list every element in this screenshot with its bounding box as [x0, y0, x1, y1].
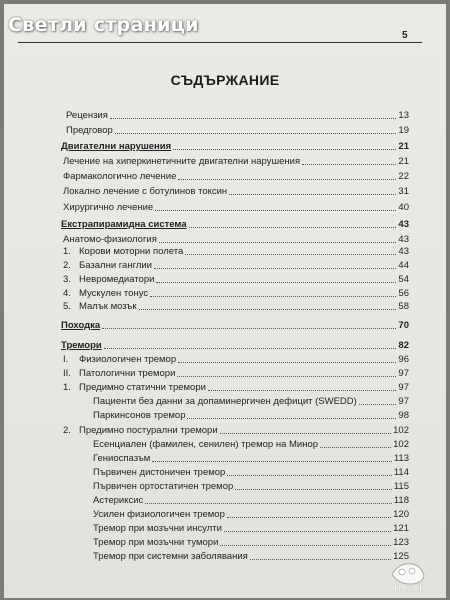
toc-item-number: 4.: [63, 288, 71, 299]
toc-leader-dots: [155, 210, 396, 211]
toc-row: [93, 452, 409, 465]
toc-row: [63, 367, 409, 380]
toc-item-page: 98: [398, 410, 409, 421]
toc-item-page: 43: [398, 246, 409, 257]
toc-item-label: Усилен физиологичен тремор: [93, 509, 225, 520]
toc-item-page: 40: [398, 202, 409, 213]
toc-item-label: Гениоспазъм: [93, 453, 151, 464]
toc-item-number: II.: [63, 368, 71, 379]
toc-item-label: Астериксис: [93, 495, 144, 506]
toc-item-page: 31: [398, 186, 409, 197]
toc-leader-dots: [139, 309, 397, 310]
toc-leader-dots: [156, 282, 396, 283]
toc-leader-dots: [150, 296, 396, 297]
page-title: СЪДЪРЖАНИЕ: [170, 72, 280, 88]
toc-item-label: Предговор: [66, 125, 113, 136]
toc-item-label: Есенциален (фамилен, сенилен) тремор на Минор: [93, 439, 319, 450]
toc-item-label: Базални ганглии: [79, 260, 152, 271]
toc-item-number: 3.: [63, 274, 71, 285]
toc-item-page: 115: [393, 481, 409, 492]
toc-leader-dots: [320, 447, 391, 448]
toc-item-page: 113: [393, 453, 409, 464]
toc-row: [93, 480, 409, 493]
toc-item-page: 102: [393, 425, 409, 436]
toc-row: [93, 522, 409, 535]
toc-leader-dots: [302, 164, 396, 165]
toc-item-page: 102: [393, 439, 409, 450]
toc-leader-dots: [145, 503, 392, 504]
toc-row: [63, 170, 409, 183]
toc-row: [63, 185, 409, 198]
toc-item-page: 120: [393, 509, 409, 520]
toc-item-page: 19: [398, 125, 409, 136]
toc-item-number: 2.: [63, 425, 71, 436]
toc-item-label: Локално лечение с ботулинов токсин: [63, 186, 228, 197]
toc-item-label: Двигателни нарушения: [61, 141, 172, 152]
toc-item-page: 82: [398, 340, 409, 351]
toc-item-page: 123: [393, 537, 409, 548]
toc-leader-dots: [189, 227, 397, 228]
toc-item-label: Лечение на хиперкинетичните двигателни нарушения: [63, 156, 301, 167]
toc-leader-dots: [229, 194, 396, 195]
toc-leader-dots: [227, 475, 392, 476]
bazar-logo-icon: [386, 552, 434, 592]
toc-item-label: Патологични тремори: [79, 368, 176, 379]
toc-leader-dots: [224, 531, 391, 532]
toc-item-label: Предимно постурални тремори: [79, 425, 218, 436]
toc-row: [61, 218, 409, 231]
toc-row: [63, 273, 409, 286]
toc-row: [93, 508, 409, 521]
toc-item-page: 43: [398, 234, 409, 245]
toc-leader-dots: [220, 545, 391, 546]
toc-item-page: 54: [398, 274, 409, 285]
toc-row: [63, 353, 409, 366]
toc-leader-dots: [359, 404, 397, 405]
toc-item-label: Походка: [61, 320, 101, 331]
toc-item-page: 70: [398, 320, 409, 331]
toc-item-page: 22: [398, 171, 409, 182]
toc-leader-dots: [102, 328, 396, 329]
toc-item-number: 1.: [63, 382, 71, 393]
toc-row: [63, 245, 409, 258]
toc-item-page: 125: [393, 551, 409, 562]
toc-item-page: 96: [398, 354, 409, 365]
page-number: 5: [402, 30, 408, 41]
toc-item-page: 97: [398, 368, 409, 379]
toc-item-page: 114: [393, 467, 409, 478]
toc-row: [93, 536, 409, 549]
toc-leader-dots: [173, 149, 396, 150]
toc-row: [61, 140, 409, 153]
toc-row: [93, 409, 409, 422]
toc-item-page: 58: [398, 301, 409, 312]
toc-item-label: Корови моторни полета: [79, 246, 184, 257]
toc-leader-dots: [110, 118, 397, 119]
toc-leader-dots: [220, 433, 392, 434]
toc-item-page: 97: [398, 382, 409, 393]
toc-leader-dots: [115, 133, 397, 134]
toc-row: [63, 155, 409, 168]
toc-item-label: Екстрапирамидна система: [61, 219, 187, 230]
toc-item-label: Паркинсонов тремор: [93, 410, 186, 421]
toc-item-label: Фармакологично лечение: [63, 171, 177, 182]
toc-leader-dots: [178, 362, 396, 363]
toc-item-label: Мускулен тонус: [79, 288, 149, 299]
toc-row: [61, 319, 409, 332]
toc-item-page: 97: [398, 396, 409, 407]
toc-leader-dots: [235, 489, 392, 490]
toc-item-label: Пациенти без данни за допаминергичен дефицит (SWEDD): [93, 396, 357, 407]
toc-item-number: 5.: [63, 301, 71, 312]
toc-item-number: 2.: [63, 260, 71, 271]
toc-row: [93, 466, 409, 479]
toc-item-label: Физиологичен тремор: [79, 354, 177, 365]
toc-row: [63, 300, 409, 313]
toc-item-page: 121: [393, 523, 409, 534]
toc-row: [63, 381, 409, 394]
toc-row: [63, 424, 409, 437]
toc-leader-dots: [178, 179, 396, 180]
toc-row: [63, 287, 409, 300]
toc-row: [93, 395, 409, 408]
toc-item-label: Тремори: [61, 340, 102, 351]
toc-leader-dots: [250, 559, 391, 560]
toc-leader-dots: [154, 268, 396, 269]
toc-leader-dots: [159, 242, 397, 243]
toc-item-number: 1.: [63, 246, 71, 257]
toc-item-label: Хирургично лечение: [63, 202, 154, 213]
toc-row: [66, 109, 409, 122]
toc-item-label: Рецензия: [66, 110, 108, 121]
toc-row: [63, 201, 409, 214]
toc-item-label: Предимно статични тремори: [79, 382, 206, 393]
toc-item-number: I.: [63, 354, 69, 365]
toc-leader-dots: [152, 461, 392, 462]
toc-item-label: Анатомо-физиология: [63, 234, 157, 245]
toc-row: [61, 339, 409, 352]
toc-leader-dots: [177, 376, 396, 377]
toc-leader-dots: [227, 517, 391, 518]
toc-item-page: 118: [393, 495, 409, 506]
toc-item-page: 44: [398, 260, 409, 271]
toc-item-page: 13: [398, 110, 409, 121]
toc-item-label: Тремор при мозъчни тумори: [93, 537, 219, 548]
toc-item-label: Тремор при мозъчни инсулти: [93, 523, 222, 534]
toc-row: [93, 494, 409, 507]
toc-item-label: Първичен дистоничен тремор: [93, 467, 226, 478]
toc-row: [93, 550, 409, 563]
toc-row: [63, 259, 409, 272]
toc-item-page: 21: [398, 141, 409, 152]
logo-text: BAZAR: [394, 583, 426, 592]
toc-item-label: Първичен ортостатичен тремор: [93, 481, 234, 492]
toc-item-label: Тремор при системни заболявания: [93, 551, 248, 562]
toc-item-page: 56: [398, 288, 409, 299]
toc-row: [93, 438, 409, 451]
toc-item-page: 21: [398, 156, 409, 167]
toc-leader-dots: [104, 348, 397, 349]
toc-item-page: 43: [398, 219, 409, 230]
toc-leader-dots: [208, 390, 396, 391]
watermark-text: Светли страници: [8, 14, 199, 36]
toc-item-label: Малък мозък: [79, 301, 137, 312]
toc-item-label: Невромедиатори: [79, 274, 155, 285]
toc-leader-dots: [187, 418, 396, 419]
toc-row: [66, 124, 409, 137]
toc-leader-dots: [185, 254, 396, 255]
